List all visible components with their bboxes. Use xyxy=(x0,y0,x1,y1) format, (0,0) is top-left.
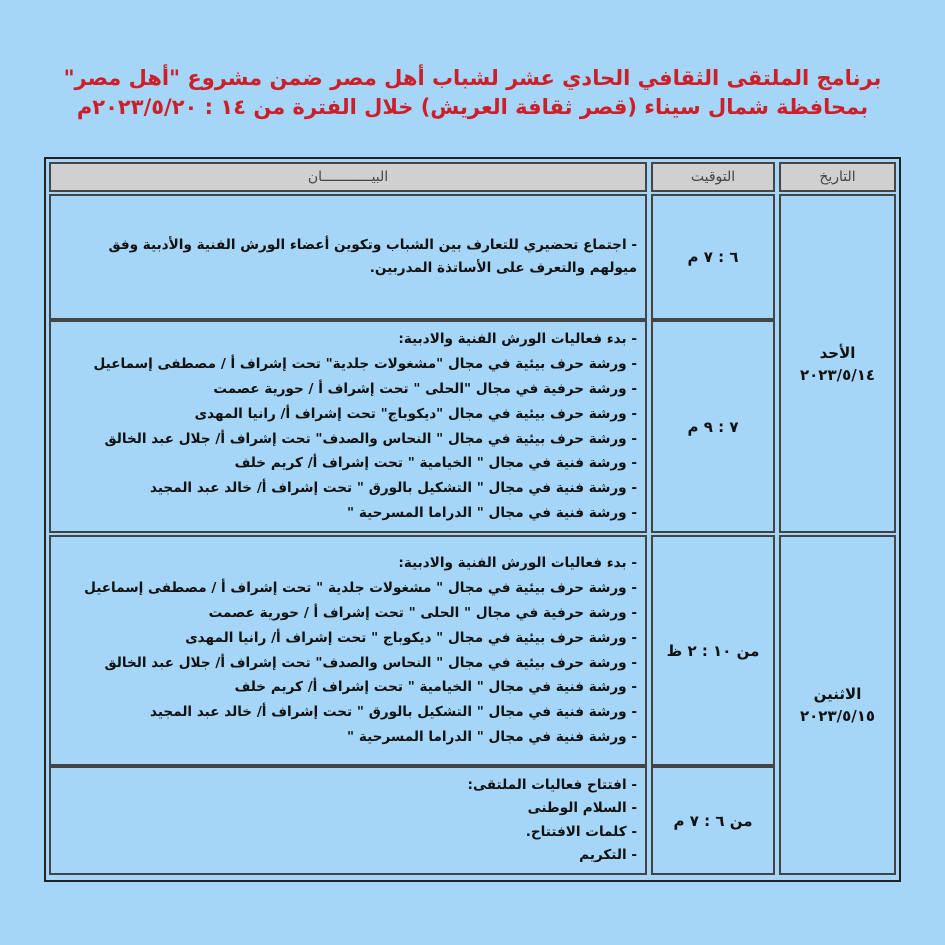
session-description xyxy=(49,194,647,320)
day-date: ٢٠٢٣/٥/١٤ xyxy=(799,365,876,384)
session-description xyxy=(49,766,647,875)
description-line: - ورشة فنية في مجال " الدراما المسرحية " xyxy=(347,504,637,521)
description-line: - افتتاح فعاليات الملتقى: xyxy=(467,776,637,793)
time-cell: من ٦ : ٧ م xyxy=(651,766,775,875)
description-line: - بدء فعاليات الورش الفنية والادبية: xyxy=(398,555,637,572)
description-line: - ورشة فنية في مجال " الخيامية " تحت إشراف أ/ كريم خلف xyxy=(234,455,637,472)
description-line: - بدء فعاليات الورش الفنية والادبية: xyxy=(398,331,637,348)
description-line: - كلمات الافتتاح. xyxy=(525,823,637,840)
description-line: - ورشة فنية في مجال " الدراما المسرحية " xyxy=(347,728,637,745)
time-cell: ٦ : ٧ م xyxy=(651,194,775,320)
schedule-table xyxy=(44,157,901,882)
session-description xyxy=(49,320,647,533)
session-description xyxy=(49,535,647,766)
description-line: - اجتماع تحضيري للتعارف بين الشباب وتكوين أعضاء الورش الفنية والأدبية وفق xyxy=(108,237,637,253)
header-date: التاريخ xyxy=(779,162,896,192)
description-line: - ورشة فنية في مجال " الخيامية " تحت إشراف أ/ كريم خلف xyxy=(234,679,637,696)
header-time: التوقيت xyxy=(651,162,775,192)
title-line-1: برنامج الملتقى الثقافي الحادي عشر لشباب أهل مصر ضمن مشروع "أهل مصر" xyxy=(63,66,882,90)
page-title xyxy=(60,64,885,122)
time-cell: من ١٠ : ٢ ظ xyxy=(651,535,775,766)
day-date: ٢٠٢٣/٥/١٥ xyxy=(799,707,876,725)
description-line: - ورشة حرف بيئية في مجال "مشغولات جلدية" تحت إشراف أ / مصطفى إسماعيل xyxy=(93,356,637,373)
description-line: - ورشة حرفية في مجال " الحلى " تحت إشراف أ / حورية عصمت xyxy=(208,604,637,621)
day-name: الأحد xyxy=(819,343,856,362)
description-line: - ورشة حرف بيئية في مجال " ديكوباج " تحت إشراف أ/ رانيا المهدى xyxy=(185,629,637,646)
description-line: - ورشة حرفية في مجال "الحلى " تحت إشراف أ / حورية عصمت xyxy=(213,380,637,397)
description-line: - ورشة حرف بيئية في مجال " النحاس والصدف" تحت إشراف أ/ جلال عبد الخالق xyxy=(104,430,637,447)
description-line: - ورشة فنية في مجال " التشكيل بالورق " تحت إشراف أ/ خالد عبد المجيد xyxy=(150,480,637,497)
description-line: - التكريم xyxy=(579,847,637,863)
description-line: - ورشة فنية في مجال " التشكيل بالورق " تحت إشراف أ/ خالد عبد المجيد xyxy=(150,704,637,721)
title-line-2: بمحافظة شمال سيناء (قصر ثقافة العريش) خلال الفترة من ١٤ : ٢٠٢٣/٥/٢٠م xyxy=(76,95,869,119)
date-cell-monday xyxy=(779,535,896,875)
date-cell-sunday xyxy=(779,194,896,533)
header-statement: البيــــــــــــان xyxy=(49,162,647,192)
description-line: - ورشة حرف بيئية في مجال " مشغولات جلدية " تحت إشراف أ / مصطفى إسماعيل xyxy=(84,580,637,597)
description-line: - ورشة حرف بيئية في مجال "ديكوباج" تحت إشراف أ/ رانيا المهدى xyxy=(194,405,637,422)
description-line: - السلام الوطنى xyxy=(527,800,637,816)
time-cell: ٧ : ٩ م xyxy=(651,320,775,533)
day-name: الاثنين xyxy=(813,685,862,703)
description-line: ميولهم والتعرف على الأساتذة المدربين. xyxy=(369,260,637,276)
description-line: - ورشة حرف بيئية في مجال " النحاس والصدف" تحت إشراف أ/ جلال عبد الخالق xyxy=(104,654,637,671)
